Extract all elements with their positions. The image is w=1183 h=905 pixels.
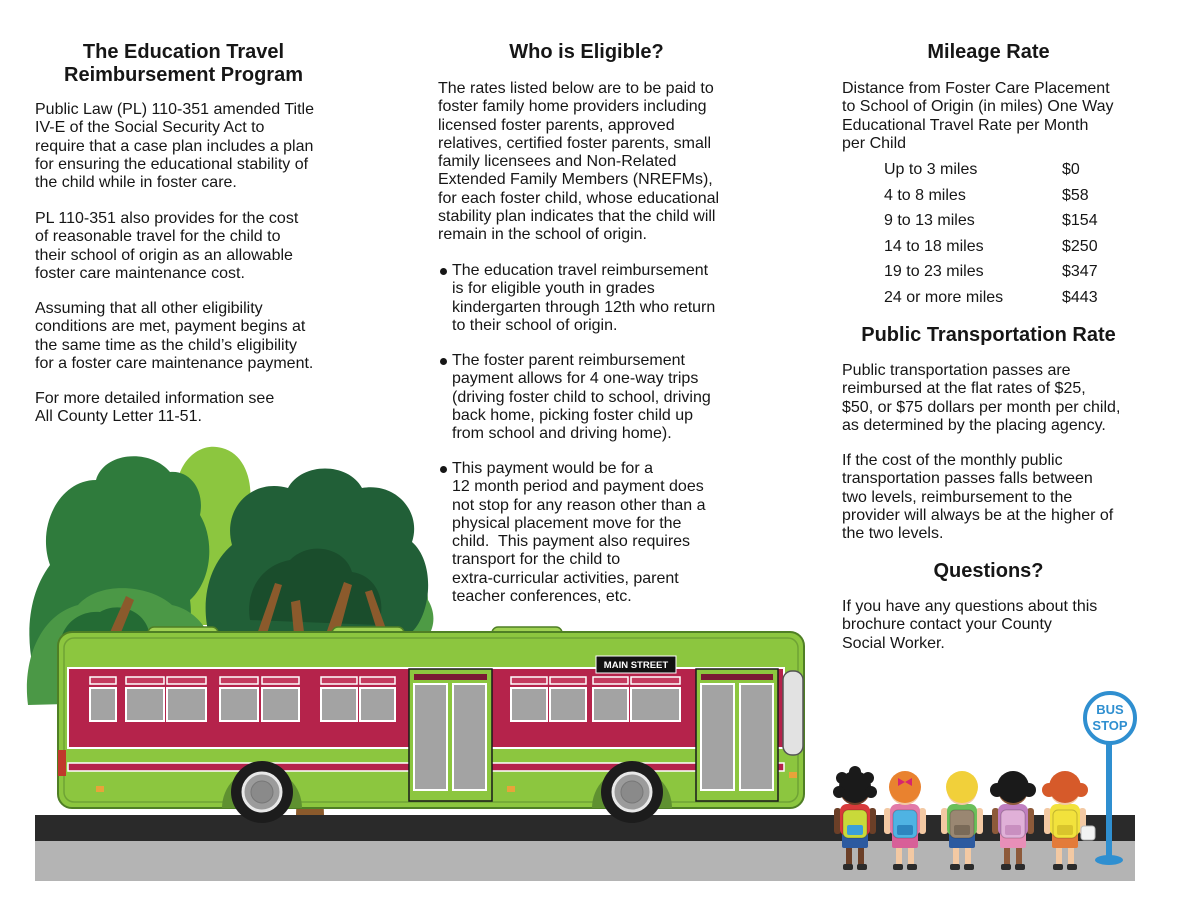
program-title-line: The Education Travel xyxy=(82,41,285,63)
public-transportation-paragraph-rates xyxy=(842,362,1120,435)
text-line: Social Worker. xyxy=(842,634,945,652)
program-title xyxy=(35,41,332,87)
child-arm xyxy=(1027,808,1034,834)
eligibility-title: Who is Eligible? xyxy=(509,41,664,63)
text-line: Public Law (PL) 110-351 amended Title xyxy=(35,101,314,118)
sign-text-stop: STOP xyxy=(1092,718,1128,733)
rate-distance: 9 to 13 miles xyxy=(884,212,975,230)
bus-window xyxy=(321,688,357,721)
child-leg xyxy=(858,846,864,866)
backpack-pocket xyxy=(1057,825,1073,835)
public-transportation-paragraph-levels xyxy=(842,452,1113,543)
eligibility-bullet-grades xyxy=(452,262,715,335)
rate-row xyxy=(884,208,1124,234)
child-arm xyxy=(992,808,999,834)
child-shoe xyxy=(843,864,853,870)
child-shoe xyxy=(907,864,917,870)
text-line: of reasonable travel for the child to xyxy=(35,228,281,246)
text-line: to their school of origin. xyxy=(452,316,618,334)
child-hair-curl xyxy=(862,772,874,784)
bus-window-frame xyxy=(220,677,258,684)
rate-row xyxy=(884,157,1124,183)
child-leg xyxy=(1004,846,1010,866)
child-leg xyxy=(1068,846,1074,866)
public-transportation-title: Public Transportation Rate xyxy=(861,324,1116,346)
text-line: The education travel reimbursement xyxy=(452,262,709,279)
eligibility-bullet-period xyxy=(452,460,706,606)
text-line: relatives, certified foster parents, small xyxy=(438,134,711,152)
wheel-hub-center xyxy=(621,781,643,803)
text-line: foster family home providers including xyxy=(438,98,707,116)
rate-amount: $443 xyxy=(1062,289,1098,306)
text-line: remain in the school of origin. xyxy=(438,226,647,244)
text-line: extra-curricular activities, parent xyxy=(452,569,679,587)
rate-distance: Up to 3 miles xyxy=(884,161,978,178)
bus-window xyxy=(360,688,395,721)
child-leg xyxy=(965,846,971,866)
child-leg xyxy=(1016,846,1022,866)
rate-distance: 14 to 18 miles xyxy=(884,237,984,255)
mileage-rate-title: Mileage Rate xyxy=(927,41,1050,63)
text-line: require that a case plan includes a plan xyxy=(35,137,314,155)
backpack-pocket xyxy=(1005,825,1021,835)
backpack-pocket xyxy=(897,825,913,835)
bus-window xyxy=(631,688,680,721)
eligibility-bullet-trips xyxy=(452,352,711,443)
child-shoe xyxy=(1053,864,1063,870)
child-shoe xyxy=(950,864,960,870)
bus-marker-light xyxy=(789,772,797,778)
text-line: If the cost of the monthly public xyxy=(842,452,1063,469)
rate-amount: $58 xyxy=(1062,186,1089,204)
child-arm xyxy=(834,808,841,834)
text-line: payment allows for 4 one-way trips xyxy=(452,370,699,388)
bus-window-frame xyxy=(593,677,628,684)
child-hair xyxy=(997,771,1029,803)
door-header xyxy=(701,674,773,680)
door-panel xyxy=(701,684,734,790)
program-paragraph-travel-cost xyxy=(35,210,298,283)
child-shoe xyxy=(857,864,867,870)
child-arm xyxy=(976,808,983,834)
text-line: For more detailed information see xyxy=(35,390,275,407)
text-line: Public transportation passes are xyxy=(842,362,1071,379)
text-line: physical placement move for the xyxy=(452,514,682,532)
mileage-rate-table xyxy=(884,157,1124,311)
questions-title: Questions? xyxy=(933,560,1044,582)
bus-window xyxy=(167,688,206,721)
child-hair xyxy=(889,771,921,803)
text-line: for a foster care maintenance payment. xyxy=(35,354,314,372)
bus-window xyxy=(550,688,586,721)
text-line: back home, picking foster child up xyxy=(452,406,694,424)
bus-window-frame xyxy=(321,677,357,684)
sign-pole xyxy=(1106,744,1112,860)
bus-window-frame xyxy=(550,677,586,684)
text-line: as determined by the placing agency. xyxy=(842,416,1106,434)
text-line: the same time as the child’s eligibility xyxy=(35,336,298,354)
child-hair-curl xyxy=(849,766,861,778)
child-arm xyxy=(941,808,948,834)
bus-window-frame xyxy=(126,677,164,684)
rate-amount: $154 xyxy=(1062,212,1098,230)
door-panel xyxy=(740,684,773,790)
text-line: foster care maintenance cost. xyxy=(35,264,245,282)
child-leg xyxy=(846,846,852,866)
text-line: IV-E of the Social Security Act to xyxy=(35,119,265,137)
program-title-line: Reimbursement Program xyxy=(64,64,303,86)
text-line: (driving foster child to school, driving xyxy=(452,388,711,406)
door-header xyxy=(414,674,487,680)
child-shoe xyxy=(964,864,974,870)
bus-marker-light xyxy=(96,786,104,792)
bus-window-frame xyxy=(511,677,547,684)
text-line: Extended Family Members (NREFMs), xyxy=(438,171,713,189)
rate-amount: $347 xyxy=(1062,263,1098,281)
bus-window xyxy=(593,688,628,721)
text-line: the two levels. xyxy=(842,525,944,543)
rate-distance: 19 to 23 miles xyxy=(884,263,984,281)
program-paragraph-eligibility xyxy=(35,300,313,373)
bus-window xyxy=(511,688,547,721)
child-bag xyxy=(1081,826,1095,840)
bus-window xyxy=(90,688,116,721)
child-shoe xyxy=(1001,864,1011,870)
text-line: Assuming that all other eligibility xyxy=(35,300,263,317)
bus-window xyxy=(220,688,258,721)
bus-window xyxy=(262,688,299,721)
child-leg xyxy=(896,846,902,866)
text-line: This payment would be for a xyxy=(452,460,653,477)
text-line: for ensuring the educational stability of xyxy=(35,155,309,173)
child-hair xyxy=(946,771,978,803)
child-leg xyxy=(1056,846,1062,866)
child-hair xyxy=(1049,771,1081,803)
bus-window xyxy=(126,688,164,721)
child-arm xyxy=(1044,808,1051,834)
bus-rear-window xyxy=(783,671,803,755)
text-line: from school and driving home). xyxy=(452,425,672,443)
child-hair-curl xyxy=(865,786,877,798)
sign-text-bus: BUS xyxy=(1096,702,1124,717)
child-hair-curl xyxy=(833,786,845,798)
text-line: to School of Origin (in miles) One Way xyxy=(842,98,1114,116)
rate-distance: 24 or more miles xyxy=(884,289,1004,306)
text-line: kindergarten through 12th who return xyxy=(452,298,716,316)
bus-window-frame xyxy=(90,677,116,684)
destination-sign-text: MAIN STREET xyxy=(603,660,669,671)
backpack-pocket xyxy=(954,825,970,835)
mileage-rate-intro xyxy=(842,80,1114,153)
text-line: reimbursed at the flat rates of $25, xyxy=(842,380,1086,398)
text-line: PL 110-351 also provides for the cost xyxy=(35,210,299,227)
backpack-pocket xyxy=(847,825,863,835)
text-line: the child while in foster care. xyxy=(35,174,237,192)
text-line: The rates listed below are to be paid to xyxy=(438,80,714,97)
child-arm xyxy=(919,808,926,834)
program-paragraph-law xyxy=(35,101,314,192)
rate-row xyxy=(884,234,1124,260)
eligibility-intro xyxy=(438,80,719,245)
text-line: not stop for any reason other than a xyxy=(452,496,706,514)
rate-row xyxy=(884,183,1124,209)
text-line: is for eligible youth in grades xyxy=(452,280,655,298)
text-line: If you have any questions about this xyxy=(842,598,1098,615)
text-line: transport for the child to xyxy=(452,551,621,569)
child-shoe xyxy=(1015,864,1025,870)
child-leg xyxy=(908,846,914,866)
bus-window-frame xyxy=(360,677,395,684)
child-shoe xyxy=(1067,864,1077,870)
text-line: All County Letter 11-51. xyxy=(35,408,202,426)
bus-window-frame xyxy=(631,677,680,684)
program-paragraph-more-info xyxy=(35,390,274,427)
door-panel xyxy=(453,684,486,790)
rate-amount: $0 xyxy=(1062,161,1080,178)
wheel-hub-center xyxy=(251,781,273,803)
text-line: two levels, reimbursement to the xyxy=(842,488,1073,506)
text-line: brochure contact your County xyxy=(842,616,1052,634)
text-line: conditions are met, payment begins at xyxy=(35,318,306,336)
text-line: family licensees and Non-Related xyxy=(438,153,677,171)
text-line: stability plan indicates that the child will xyxy=(438,208,716,226)
rate-distance: 4 to 8 miles xyxy=(884,186,966,204)
text-line: child. This payment also requires xyxy=(452,533,691,551)
text-line: $50, or $75 dollars per month per child, xyxy=(842,398,1121,416)
bus-marker-light xyxy=(507,786,515,792)
bus-window-frame xyxy=(262,677,299,684)
rate-row xyxy=(884,259,1124,285)
bus-window-frame xyxy=(167,677,206,684)
child-hair-curl xyxy=(836,772,848,784)
text-line: Distance from Foster Care Placement xyxy=(842,80,1110,97)
bus xyxy=(58,627,804,823)
text-line: teacher conferences, etc. xyxy=(452,588,632,606)
text-line: The foster parent reimbursement xyxy=(452,352,685,369)
child-shoe xyxy=(893,864,903,870)
bus-tail-light xyxy=(58,750,66,776)
text-line: 12 month period and payment does xyxy=(452,478,704,496)
child-arm xyxy=(869,808,876,834)
door-panel xyxy=(414,684,447,790)
text-line: Educational Travel Rate per Month xyxy=(842,116,1089,134)
child-leg xyxy=(953,846,959,866)
child-arm xyxy=(884,808,891,834)
text-line: licensed foster parents, approved xyxy=(438,116,675,134)
rate-amount: $250 xyxy=(1062,237,1098,255)
questions-text xyxy=(842,598,1097,653)
text-line: provider will always be at the higher of xyxy=(842,506,1114,524)
rate-row xyxy=(884,285,1124,311)
text-line: per Child xyxy=(842,134,907,152)
text-line: transportation passes falls between xyxy=(842,470,1093,488)
text-line: for each foster child, whose educational xyxy=(438,189,720,207)
text-line: their school of origin as an allowable xyxy=(35,246,293,264)
